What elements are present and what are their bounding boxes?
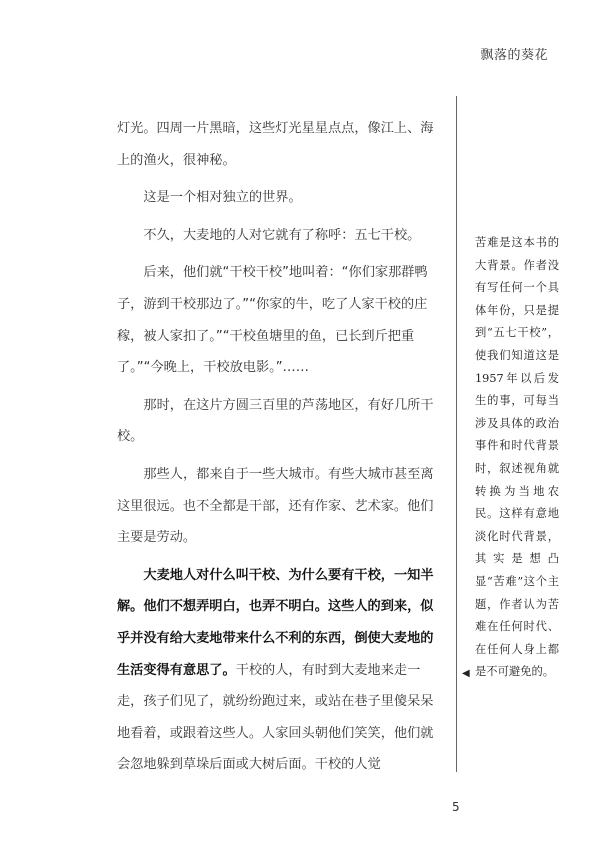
main-text-column <box>117 113 435 781</box>
paragraph-7-rest: 干校的人，有时到大麦地来走一走，孩子们见了，就纷纷跑过来，或站在巷子里傻呆呆地看着，或跟着这些人。人家回头朝他们笑笑，他们就会忽地躲到草垛后面或大树后面。干校的人觉 <box>117 662 434 773</box>
running-header-title: 飘落的葵花 <box>480 48 548 63</box>
page-number: 5 <box>452 800 460 814</box>
margin-divider-line <box>456 96 457 772</box>
margin-annotation-text: 苦难是这本书的大背景。作者没有写任何一个具体年份，只是提到“五七干校”，使我们知道这是1957年以后发生的事，可每当涉及具体的政治事件和时代背景时，叙述视角就转换为当地农民。这样有意地淡化时代背景，其实是想凸显“苦难”这个主题，作者认为苦难在任何时代、在任何人身上都是不可避免的。 <box>475 236 559 679</box>
paragraph-7-emphasis: 大麦地人对什么叫干校、为什么要有干校，一知半解。他们不想弄明白，也弄不明白。这些人的到来，似乎并没有给大麦地带来什么不利的东西，倒使大麦地的生活变得有意思了。 <box>117 567 434 678</box>
margin-annotation <box>462 232 559 684</box>
paragraph-1: 灯光。四周一片黑暗，这些灯光星星点点，像江上、海上的渔火，很神秘。 <box>117 121 434 168</box>
paragraph-6: 那些人，都来自于一些大城市。有些大城市甚至离这里很远。也不全都是干部，还有作家、艺术家。他们主要是劳动。 <box>117 466 434 546</box>
paragraph-4: 后来，他们就“干校干校”地叫着：“你们家那群鸭子，游到干校那边了。”“你家的牛，吃了人家干校的庄稼，被人家扣了。”“干校鱼塘里的鱼，已长到斤把重了。”“今晚上，干校放电影。”…… <box>117 265 428 376</box>
paragraph-5: 那时，在这片方圆三百里的芦荡地区，有好几所干校。 <box>117 397 434 445</box>
paragraph-2: 这是一个相对独立的世界。 <box>143 190 302 206</box>
paragraph-3: 不久，大麦地的人对它就有了称呼：五七干校。 <box>143 227 421 243</box>
paragraph-7 <box>117 560 435 781</box>
pointer-triangle-icon: ◀ <box>462 667 470 679</box>
